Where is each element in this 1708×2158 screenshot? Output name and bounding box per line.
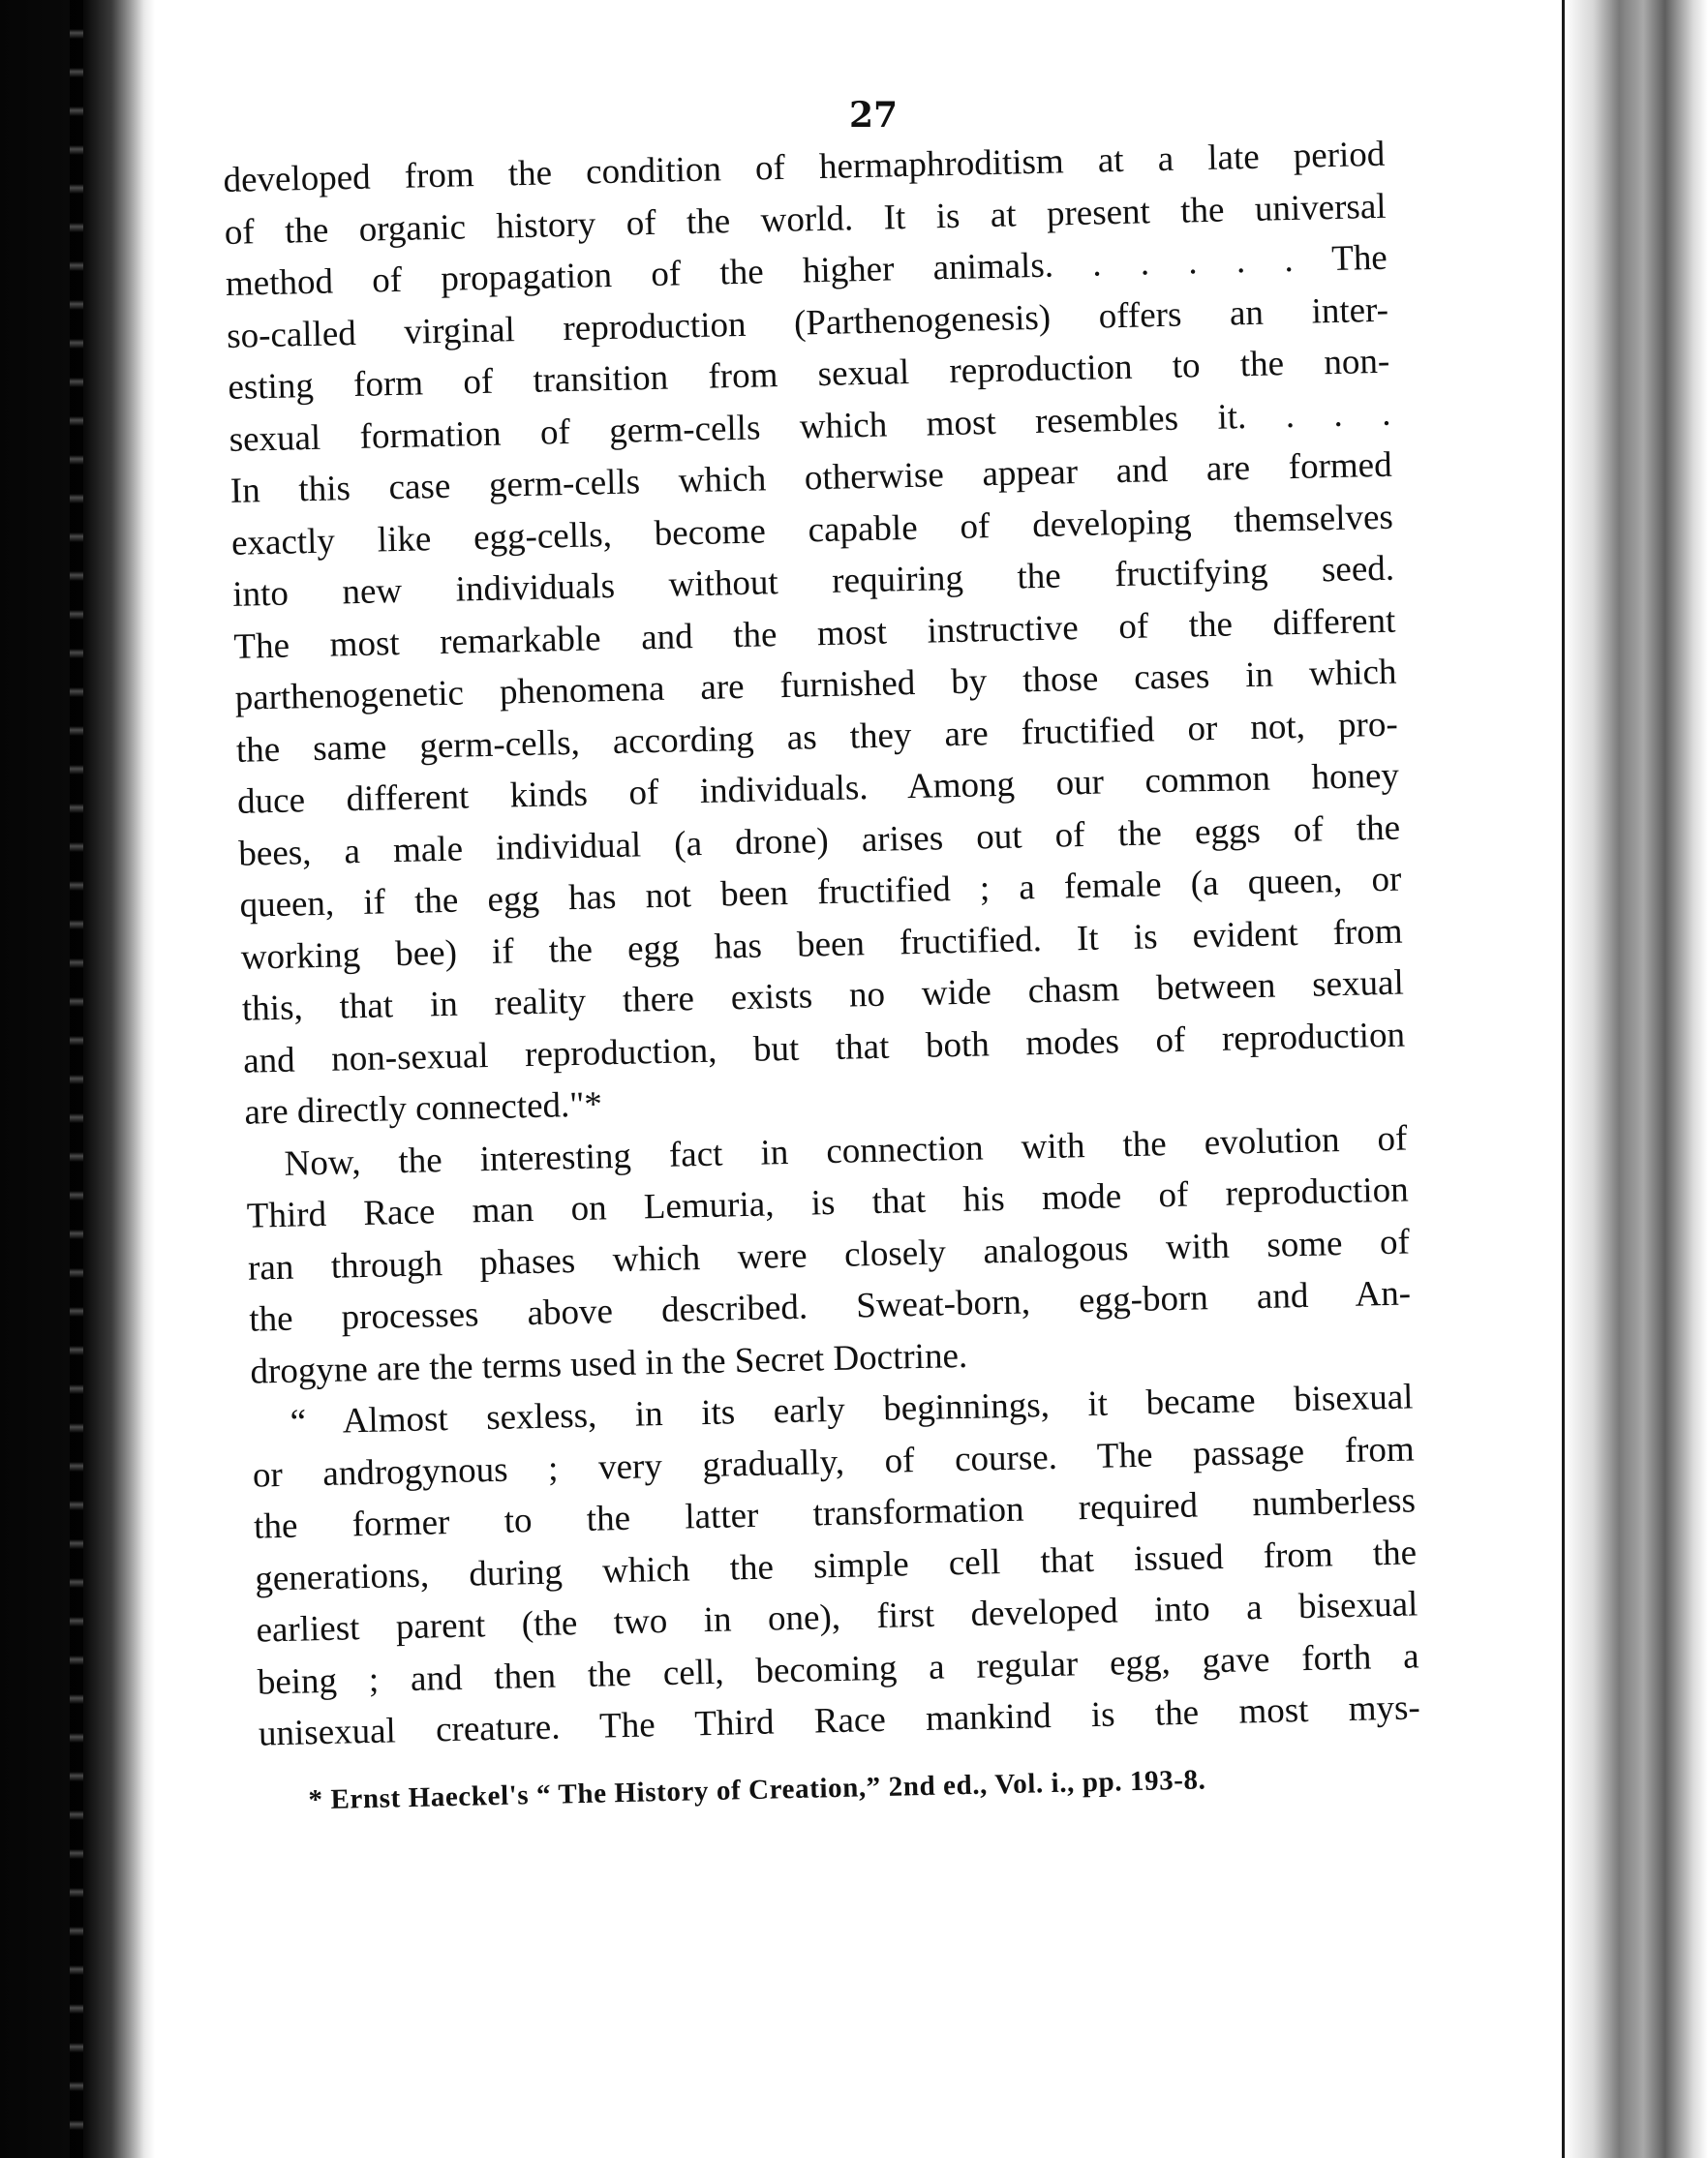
text-line: sexual formation of germ-cells which most resembles it. . . . bbox=[229, 393, 1391, 460]
text-line: or androgynous ; very gradually, of course. The passage from bbox=[252, 1428, 1416, 1496]
text-line: exactly like egg-cells, become capable of developing themselves bbox=[230, 497, 1394, 563]
paragraph-start-line: “ Almost sexless, in its early beginnings, it became bisexual bbox=[290, 1377, 1414, 1443]
text-line: the processes above described. Sweat-born, egg-born and An- bbox=[248, 1273, 1412, 1340]
text-line: drogyne are the terms used in the Secret Doctrine. bbox=[250, 1335, 968, 1392]
text-line: unisexual creature. The Third Race mankind is the most mys- bbox=[258, 1687, 1421, 1754]
page-number: 27 bbox=[848, 95, 899, 136]
text-line: this, that in reality there exists no wide chasm between sexual bbox=[241, 962, 1405, 1029]
text-line: and non-sexual reproduction, but that both modes of reproduction bbox=[242, 1015, 1406, 1081]
text-line: generations, during which the simple cell that issued from the bbox=[254, 1532, 1418, 1599]
text-line: are directly connected."* bbox=[243, 1084, 603, 1133]
text-line: The most remarkable and the most instructive of the different bbox=[233, 600, 1396, 667]
text-line: earliest parent (the two in one), first developed into a bisexual bbox=[256, 1584, 1418, 1651]
text-line: working bee) if the egg has been fructified. It is evident from bbox=[240, 911, 1403, 978]
footnote: * Ernst Haeckel's “ The History of Creation,” 2nd ed., Vol. i., pp. 193-8. bbox=[308, 1763, 1206, 1815]
body-text bbox=[223, 129, 1422, 1820]
right-scan-edge bbox=[1565, 0, 1708, 2158]
text-line: bees, a male individual (a drone) arises out of the eggs of the bbox=[237, 807, 1401, 874]
paragraph-start-line: Now, the interesting fact in connection with the evolution of bbox=[284, 1118, 1408, 1184]
text-line: developed from the condition of hermaphroditism at a late period bbox=[223, 134, 1386, 200]
text-line: esting form of transition from sexual reproduction to the non- bbox=[227, 341, 1390, 408]
text-line: Third Race man on Lemuria, is that his mode of reproduction bbox=[246, 1170, 1410, 1236]
text-line: parthenogenetic phenomena are furnished by those cases in which bbox=[234, 652, 1397, 718]
text-line: into new individuals without requiring the fructifying seed. bbox=[231, 548, 1395, 615]
left-binding-shadow bbox=[70, 0, 83, 2158]
text-line: queen, if the egg has not been fructified ; a female (a queen, or bbox=[239, 859, 1402, 926]
text-line: method of propagation of the higher animals. . . . . . The bbox=[225, 237, 1388, 304]
text-line: of the organic history of the world. It is at present the universal bbox=[224, 186, 1387, 253]
text-line: ran through phases which were closely analogous with some of bbox=[247, 1221, 1411, 1289]
text-line: being ; and then the cell, becoming a regular egg, gave forth a bbox=[257, 1635, 1419, 1703]
text-line: the former to the latter transformation required numberless bbox=[253, 1480, 1417, 1547]
text-line: In this case germ-cells which otherwise appear and are formed bbox=[229, 444, 1393, 511]
right-page-edge-line bbox=[1562, 0, 1565, 2158]
text-line: so-called virginal reproduction (Parthenogenesis) offers an inter- bbox=[226, 289, 1389, 356]
text-line: the same germ-cells, according as they are fructified or not, pro- bbox=[235, 704, 1399, 771]
text-line: duce different kinds of individuals. Among our common honey bbox=[236, 755, 1400, 822]
